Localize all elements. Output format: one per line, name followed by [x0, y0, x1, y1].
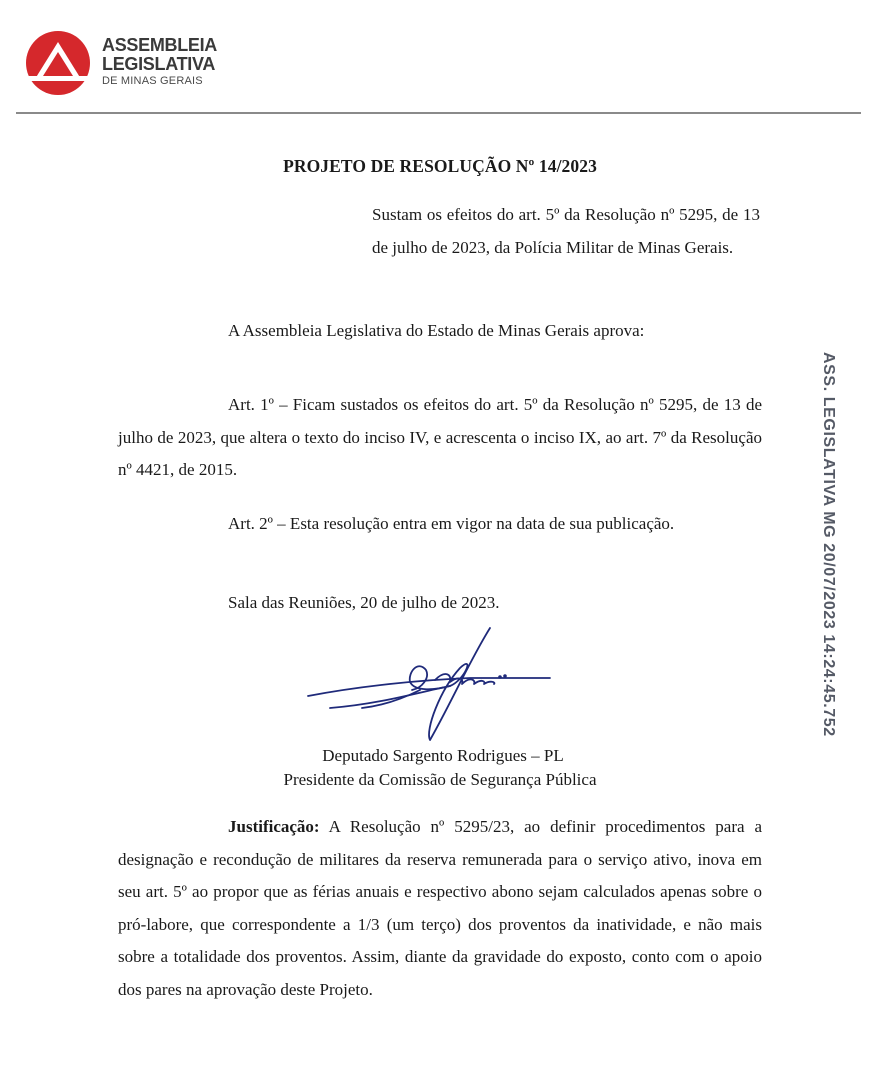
article-2: Art. 2º – Esta resolução entra em vigor na data de sua publicação. — [228, 514, 675, 533]
ementa-summary: Sustam os efeitos do art. 5º da Resolução nº 5295, de 13 de julho de 2023, da Polícia Militar de Minas Gerais. — [372, 205, 760, 257]
preamble: A Assembleia Legislativa do Estado de Minas Gerais aprova: — [228, 321, 645, 340]
handwritten-signature — [300, 620, 560, 750]
logo-emblem-icon — [22, 30, 94, 96]
document-title: PROJETO DE RESOLUÇÃO Nº 14/2023 — [283, 156, 597, 176]
header-divider — [16, 112, 861, 114]
protocol-stamp: ASS. LEGISLATIVA MG 20/07/2023 14:24:45.752 — [820, 352, 837, 737]
justification-text: A Resolução nº 5295/23, ao definir procedimentos para a designação e recondução de militares da reserva remunerada para o serviço ativo, inova em seu art. 5º ao propor que as férias anuais e respectivo abono sejam calculados apenas sobre o pró-labore, que correspondente a 1/3 (um terço) dos proventos da inatividade, e não mais sobre a totalidade dos proventos. Assim, diante da gravidade do exposto, conto com o apoio dos pares na aprovação deste Projeto. — [118, 817, 762, 999]
signer-role: Presidente da Comissão de Segurança Pública — [283, 770, 597, 789]
institution-logo — [22, 30, 222, 96]
justification-label: Justificação: — [228, 817, 320, 836]
signer-name: Deputado Sargento Rodrigues – PL — [322, 746, 564, 765]
article-1: Art. 1º – Ficam sustados os efeitos do art. 5º da Resolução nº 5295, de 13 de julho de 2023, que altera o texto do inciso IV, e acrescenta o inciso IX, ao art. 7º da Resolução nº 4421, de 2015. — [118, 395, 762, 479]
logo-line-2: LEGISLATIVA — [102, 54, 216, 74]
justification — [118, 811, 762, 1006]
logo-line-1: ASSEMBLEIA — [102, 35, 218, 55]
logo-line-3: DE MINAS GERAIS — [102, 75, 203, 87]
place-date: Sala das Reuniões, 20 de julho de 2023. — [228, 593, 500, 612]
logo-text — [102, 36, 217, 87]
